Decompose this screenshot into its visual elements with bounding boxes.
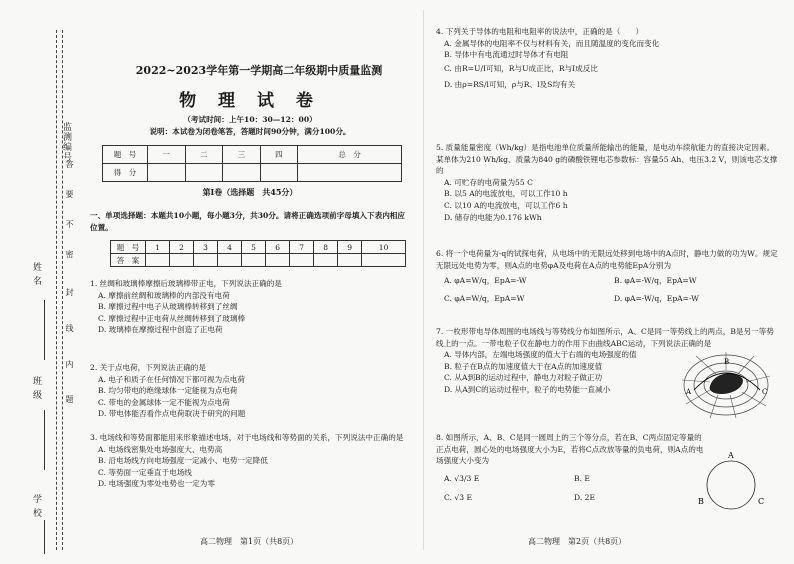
school-label: 学 校 — [31, 494, 41, 518]
answer-cell[interactable] — [362, 254, 406, 267]
q7-label-b: B — [724, 358, 730, 366]
score-row-label: 得 分 — [103, 164, 148, 182]
seal-word-6: 要 — [65, 190, 74, 199]
seal-line-inner — [62, 30, 63, 550]
question-6-stem: 6. 将一个电荷量为-q的试探电荷，从电场中的无限远处移到电场中的A点时，静电力做的功为W。规定无限远处电势为零，则A点的电势φA及电荷在A点的电势能EpA分别为 — [436, 249, 778, 270]
question-2-stem: 2. 关于点电荷，下列说法正确的是 — [90, 363, 206, 372]
question-5-option-a: A. 可贮存的电荷量为55 C — [444, 177, 533, 187]
class-blank — [44, 410, 45, 470]
question-1 — [90, 278, 410, 336]
answer-number: 7 — [290, 241, 314, 254]
binding-margin — [0, 0, 78, 564]
question-3-stem: 3. 电场线和等势面都能用来形象描述电场，对于电场线和等势面的关系，下列说法中正确的是 — [90, 433, 404, 442]
question-3-option-b: B. 沿电场线方向电场强度一定减小、电势一定降低 — [98, 456, 268, 466]
score-cell[interactable] — [298, 164, 402, 182]
question-4-stem: 4. 下列关于导体的电阻和电阻率的说法中，正确的是（ ） — [436, 27, 644, 36]
answer-cell[interactable] — [266, 254, 290, 267]
page-1-footer: 高二物理 第1页（共8页） — [200, 537, 299, 546]
score-header-cell: 四 — [260, 146, 298, 164]
score-cell[interactable] — [223, 164, 261, 182]
page-2-footer: 高二物理 第2页（共8页） — [528, 537, 627, 546]
q7-label-a: A — [686, 388, 692, 396]
question-3 — [90, 432, 410, 490]
question-7-option-d: D. 从A到C的运动过程中，粒子的电势能一直减小 — [444, 384, 611, 394]
page-2 — [428, 0, 788, 564]
score-header-cell: 二 — [185, 146, 223, 164]
exam-title: 2022~2023学年第一学期高二年级期中质量监测 — [135, 64, 383, 77]
question-4-option-b: B. 导体中有电流通过时导体才有电阻 — [444, 50, 569, 60]
score-table — [102, 145, 402, 182]
answer-number: 6 — [266, 241, 290, 254]
question-2-option-c: C. 带电的金属球体一定不能视为点电荷 — [98, 397, 230, 407]
question-1-option-a: A. 摩擦前丝绸和玻璃棒的内部没有电荷 — [98, 290, 230, 300]
question-7-option-a: A. 导体内部，左端电场强度的值大于右端的电场强度的值 — [444, 350, 637, 360]
answer-number: 9 — [338, 241, 362, 254]
section-1-instruction: 一、单项选择题：本题共10小题，每小题3分，共30分。请将正确选项前字母填入下表内相应位置。 — [90, 211, 405, 232]
score-header-cell: 一 — [148, 146, 186, 164]
answer-table — [110, 240, 406, 267]
class-label: 班 级 — [31, 376, 41, 400]
score-header-cell: 总 分 — [298, 146, 402, 164]
answer-number: 3 — [194, 241, 218, 254]
question-7-stem: 7. 一枚形带电导体周围的电场线与等势线分布如图所示，A、C是同一等势线上的两点，B是另一等势线上的一点。一带电粒子仅在静电力的作用下由曲线ABC运动，下列说法正确的是 — [436, 327, 774, 348]
answer-cell[interactable] — [194, 254, 218, 267]
answer-number: 5 — [242, 241, 266, 254]
seal-word-2: 封 — [65, 288, 74, 297]
question-2-option-d: D. 带电体能否看作点电荷取决于研究的问题 — [98, 409, 246, 419]
score-header-cell: 题 号 — [103, 146, 148, 164]
score-cell[interactable] — [260, 164, 298, 182]
question-7-option-c: C. 从A到B的运动过程中，静电力对粒子做正功 — [444, 373, 603, 383]
question-6-option-c: C. φA=W/q，EpA=W — [444, 293, 525, 303]
answer-cell[interactable] — [218, 254, 242, 267]
question-2-option-b: B. 均匀带电的绝缘球体一定能视为点电荷 — [98, 386, 238, 396]
question-1-stem: 1. 丝绸和玻璃棒摩擦后玻璃棒带正电，下列说法正确的是 — [90, 279, 282, 288]
question-8-option-b: B. E — [574, 473, 590, 483]
question-5-stem: 5. 质量能量密度（Wh/kg）是指电池单位质量所能输出的能量，是电动车续航能力的直接决定因素。某单体为210 Wh/kg、质量为840 g的磷酸铁锂电芯参数标：容量55 Ah、电压3.2 V，则该电芯支撑的 — [436, 143, 778, 176]
name-blank — [44, 300, 45, 360]
question-4 — [436, 26, 780, 93]
q7-field-figure — [680, 350, 772, 420]
question-2 — [90, 362, 410, 420]
question-8-option-c: C. √3 E — [444, 493, 472, 503]
question-4-option-d: D. 由ρ=RS/l可知，ρ与R、l及S均有关 — [444, 79, 576, 89]
name-label: 姓 名 — [31, 262, 41, 286]
question-6-option-b: B. φA=-W/q，EpA=W — [614, 276, 697, 286]
question-3-option-c: C. 等势面一定垂直于电场线 — [98, 467, 192, 477]
seal-word-3: 线 — [65, 324, 74, 333]
question-1-option-c: C. 摩擦过程中正电荷从丝绸转移到了玻璃棒 — [98, 313, 246, 323]
question-2-option-a: A. 电子和质子在任何情况下都可视为点电荷 — [98, 374, 245, 384]
q8-circle-figure — [696, 448, 766, 518]
question-8-option-a: A. √3/3 E — [444, 473, 480, 483]
q8-label-a: A — [728, 451, 734, 460]
question-3-option-d: D. 电场强度为零处电势也一定为零 — [98, 479, 215, 489]
q8-label-b: B — [698, 497, 704, 506]
subject-title: 物 理 试 卷 — [179, 91, 321, 111]
question-4-option-c: C. 由R=U/I可知，R与U成正比，R与I成反比 — [444, 63, 598, 73]
answer-number: 8 — [314, 241, 338, 254]
school-blank — [44, 520, 45, 554]
exam-note: 说明：本试卷为闭卷笔答，答题时间90分钟，满分100分。 — [149, 127, 351, 136]
question-8-stem: 8. 如图所示，A、B、C是同一圆周上的三个等分点，若在B、C两点固定等量的正点电荷，圆心处的电场强度大小为E，若将C点改放等量的负电荷，则A点的电场强度大小变为 — [436, 433, 704, 466]
seal-word-8: 题 — [65, 395, 74, 404]
q7-label-c: C — [762, 388, 768, 396]
seal-word-1: 密 — [65, 250, 74, 259]
question-5-option-c: C. 以10 A的电流放电，可以工作6 h — [444, 200, 568, 210]
page-divider — [423, 10, 424, 550]
seal-word-5: 不 — [65, 220, 74, 229]
answer-cell[interactable] — [290, 254, 314, 267]
answer-number: 4 — [218, 241, 242, 254]
question-4-option-a: A. 金属导体的电阻率不仅与材料有关，而且随温度的变化而变化 — [444, 38, 660, 48]
answer-cell[interactable] — [146, 254, 170, 267]
question-6-option-a: A. φA=W/q，EpA=-W — [444, 276, 527, 286]
exam-time: （考试时间：上午10：30—12：00） — [183, 115, 317, 124]
question-8-option-d: D. 2E — [574, 493, 596, 503]
question-1-option-b: B. 摩擦过程中电子从玻璃棒转移到了丝绸 — [98, 302, 238, 312]
seal-line — [56, 30, 57, 550]
seal-word-4: 内 — [65, 360, 74, 369]
score-cell[interactable] — [148, 164, 186, 182]
page-1 — [82, 0, 418, 564]
question-7-option-b: B. 粒子在B点的加速度值大于在A点的加速度值 — [444, 361, 603, 371]
answer-number: 2 — [170, 241, 194, 254]
question-6 — [436, 248, 780, 304]
question-6-option-d: D. φA=-W/q，EpA=-W — [614, 293, 699, 303]
q8-label-c: C — [758, 497, 765, 506]
question-5 — [436, 142, 780, 223]
question-3-option-a: A. 电场线密集处电场强度大、电势高 — [98, 444, 223, 454]
section-1-title: 第Ⅰ卷（选择题 共45分） — [202, 187, 298, 197]
question-5-option-d: D. 储存的电能为0.176 kWh — [444, 212, 542, 222]
exam-no-label: 监测编号 — [61, 122, 71, 162]
answer-cell[interactable] — [170, 254, 194, 267]
answer-number: 1 — [146, 241, 170, 254]
question-1-option-d: D. 玻璃棒在摩擦过程中创造了正电荷 — [98, 325, 223, 335]
seal-word-7: 答 — [65, 160, 74, 169]
answer-row-label: 题 号 — [111, 241, 146, 254]
answer-row-label: 答 案 — [111, 254, 146, 267]
answer-number: 10 — [362, 241, 406, 254]
answer-cell[interactable] — [338, 254, 362, 267]
score-cell[interactable] — [185, 164, 223, 182]
question-8 — [436, 432, 706, 504]
answer-cell[interactable] — [314, 254, 338, 267]
question-5-option-b: B. 以5 A的电流放电，可以工作10 h — [444, 189, 568, 199]
answer-cell[interactable] — [242, 254, 266, 267]
score-header-cell: 三 — [223, 146, 261, 164]
